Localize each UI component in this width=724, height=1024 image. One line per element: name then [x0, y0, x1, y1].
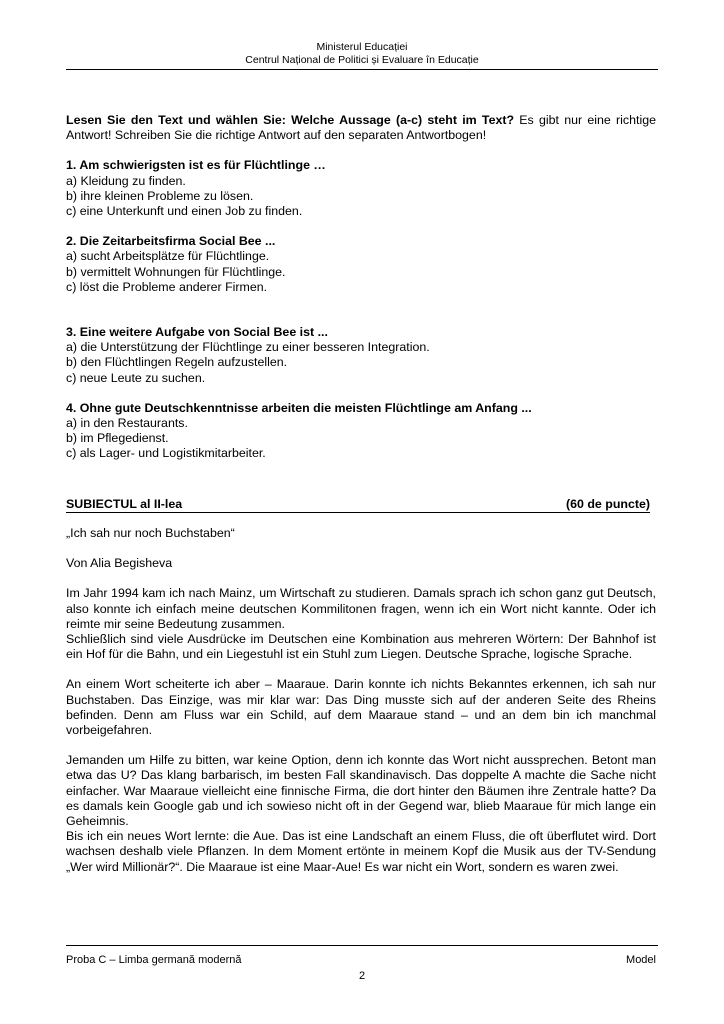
footer-divider [66, 945, 658, 946]
exercise-section [66, 113, 656, 462]
article-paragraph: Jemanden um Hilfe zu bitten, war keine Option, denn ich konnte das Wort nicht aussprechen. Betont man etwa das U? Das klang barbarisch, im besten Fall skandinavisch. Das doppelte A machte die Sache nicht einfacher. War Maaraue vielleicht eine finnische Firma, die dort hinter den Bäumen ihre Zentrale hatte? Da es damals kein Google gab und ich sowieso nicht oft in der Gegend war, blieb Maaraue für mich lange ein Geheimnis. [66, 753, 656, 829]
article-paragraph: Im Jahr 1994 kam ich nach Mainz, um Wirtschaft zu studieren. Damals sprach ich schon ganz gut Deutsch, also konnte ich einfach meine deutschen Kommilitonen fragen, wenn ich ein Wort nicht kannte. Oder ich reimte mir seine Bedeutung zusammen. [66, 586, 656, 631]
subject-heading [66, 497, 650, 513]
answer-option: a) Kleidung zu finden. [66, 173, 186, 188]
instructions-bold: Lesen Sie den Text und wählen Sie: Welche Aussage (a-c) steht im Text? [66, 113, 515, 127]
header-center: Centrul Național de Politici și Evaluare în Educație [245, 54, 479, 66]
header-ministry: Ministerul Educației [316, 41, 408, 53]
answer-option: a) in den Restaurants. [66, 416, 188, 431]
question-title: 4. Ohne gute Deutschkenntnisse arbeiten die meisten Flüchtlinge am Anfang ... [66, 400, 532, 415]
question-1 [66, 158, 656, 219]
question-4 [66, 401, 656, 462]
article-title: „Ich sah nur noch Buchstaben“ [66, 526, 235, 540]
answer-option: a) sucht Arbeitsplätze für Flüchtlinge. [66, 249, 270, 264]
footer-exam-name: Proba C – Limba germană modernă [66, 954, 242, 966]
answer-option: c) löst die Probleme anderer Firmen. [66, 279, 268, 294]
article [66, 526, 656, 875]
page-header [0, 41, 724, 67]
answer-option: c) neue Leute zu suchen. [66, 370, 206, 385]
article-author: Von Alia Begisheva [66, 556, 173, 571]
subject-points: (60 de puncte) [566, 497, 650, 511]
instructions [66, 113, 656, 143]
article-paragraph: Bis ich ein neues Wort lernte: die Aue. Das ist eine Landschaft an einem Fluss, die oft überflutet wird. Dort wachsen deshalb viele Pflanzen. In dem Moment ertönte in meinem Kopf die Musik aus der TV-Sendung „Wer wird Millionär?“. Die Maaraue ist eine Maar-Aue! Es war nicht ein Wort, sondern es waren zwei. [66, 829, 656, 874]
article-paragraph: An einem Wort scheiterte ich aber – Maaraue. Darin konnte ich nichts Bekanntes erkennen, ich sah nur Buchstaben. Das Einzige, was mir klar war: Das Ding musste sich auf der anderen Seite des Rheins befinden. Denn am Fluss war ein Schild, auf dem Maaraue stand – und an dem bin ich manchmal vorbeigefahren. [66, 677, 656, 738]
question-2 [66, 234, 656, 295]
header-divider [66, 69, 658, 70]
question-3 [66, 325, 656, 386]
question-title: 3. Eine weitere Aufgabe von Social Bee ist ... [66, 325, 328, 340]
footer-model: Model [626, 954, 656, 966]
question-title: 1. Am schwierigsten ist es für Flüchtlinge … [66, 158, 326, 173]
answer-option: c) eine Unterkunft und einen Job zu finden. [66, 204, 303, 219]
answer-option: b) vermittelt Wohnungen für Flüchtlinge. [66, 264, 286, 279]
answer-option: a) die Unterstützung der Flüchtlinge zu einer besseren Integration. [66, 340, 430, 355]
article-paragraph: Schließlich sind viele Ausdrücke im Deutschen eine Kombination aus mehreren Wörtern: Der Bahnhof ist ein Hof für die Bahn, und ein Liegestuhl ist ein Stuhl zum Liegen. Deutsche Sprache, logische Sprache. [66, 632, 656, 662]
answer-option: b) ihre kleinen Probleme zu lösen. [66, 188, 254, 203]
question-title: 2. Die Zeitarbeitsfirma Social Bee ... [66, 234, 276, 249]
answer-option: c) als Lager- und Logistikmitarbeiter. [66, 446, 266, 461]
answer-option: b) den Flüchtlingen Regeln aufzustellen. [66, 355, 288, 370]
page-number: 2 [358, 970, 366, 982]
subject-label: SUBIECTUL al II-lea [66, 497, 183, 511]
answer-option: b) im Pflegedienst. [66, 431, 169, 446]
instructions-rest: Es gibt nur eine richtige Antwort! Schreiben Sie die richtige Antwort auf den separaten Antwortbogen! [66, 113, 656, 143]
